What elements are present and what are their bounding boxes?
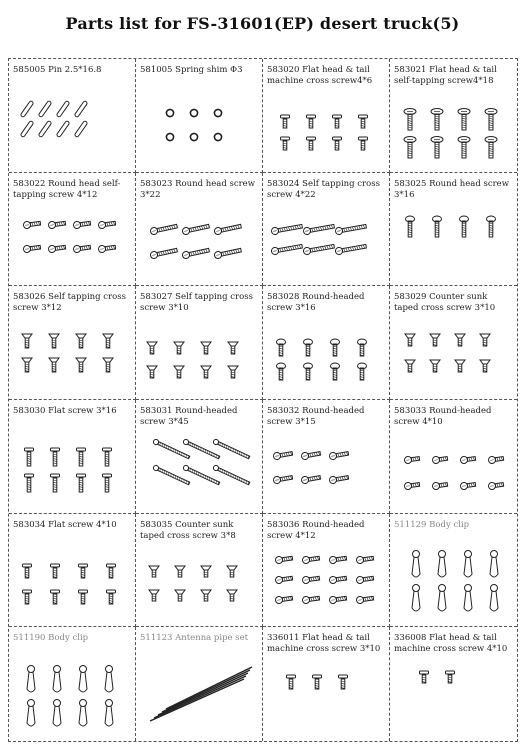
self-tapping-screw-icon <box>136 286 262 399</box>
part-label: 583028 Round-headed screw 3*16 <box>267 292 365 314</box>
spring-shim-icon <box>136 59 262 172</box>
part-cell <box>136 59 263 173</box>
part-cell <box>390 286 517 400</box>
part-cell <box>390 173 517 287</box>
part-label: 583031 Round-headed screw 3*45 <box>140 405 238 427</box>
countersunk-screw-icon <box>390 286 517 399</box>
part-cell <box>263 627 390 741</box>
part-label: 583032 Round-headed screw 3*15 <box>267 405 365 427</box>
part-label: 583025 Round head screw 3*16 <box>394 178 509 200</box>
part-label: 583023 Round head screw 3*22 <box>140 178 255 200</box>
part-label: 583027 Self tapping cross screw 3*10 <box>140 292 253 314</box>
part-label: 585005 Pin 2.5*16.8 <box>13 65 102 75</box>
part-cell <box>9 400 136 514</box>
part-cell <box>390 627 517 741</box>
part-cell <box>9 627 136 741</box>
part-label: 583022 Round head self-tapping screw 4*12 <box>13 178 121 200</box>
part-label: 583029 Counter sunk taped cross screw 3*10 <box>394 292 496 314</box>
part-label: 583034 Flat screw 4*10 <box>13 519 117 530</box>
round-head-screw-icon <box>136 173 262 286</box>
part-cell <box>9 286 136 400</box>
part-cell <box>263 59 390 173</box>
part-label: 336008 Flat head & tail machine cross screw 4*10 <box>394 633 508 655</box>
flat-head-screw-icon <box>390 627 517 741</box>
long-screw-icon <box>136 400 262 513</box>
body-clip-icon <box>390 514 517 627</box>
part-label: 511190 Body clip <box>13 633 89 644</box>
part-label: 583021 Flat head & tail self-tapping screw4*18 <box>394 65 497 86</box>
self-tapping-screw-icon <box>263 173 389 286</box>
flat-screw-icon <box>9 400 135 513</box>
part-label: 583036 Round-headed screw 4*12 <box>267 519 365 541</box>
part-label: 583026 Self tapping cross screw 3*12 <box>13 292 126 314</box>
pin-icon <box>9 59 135 172</box>
part-cell <box>136 627 263 741</box>
part-cell <box>136 286 263 400</box>
body-clip-icon <box>9 627 135 741</box>
part-label: 583033 Round-headed screw 4*10 <box>394 405 492 427</box>
part-cell <box>263 514 390 628</box>
part-label: 581005 Spring shim Φ3 <box>140 65 243 75</box>
round-head-screw-icon <box>263 400 389 513</box>
part-cell <box>136 173 263 287</box>
antenna-pipe-icon <box>136 627 262 741</box>
part-cell <box>390 400 517 514</box>
part-cell <box>390 514 517 628</box>
round-head-screw-icon <box>263 514 389 627</box>
part-cell <box>9 173 136 287</box>
round-head-screw-icon <box>390 173 517 286</box>
part-label: 511129 Body clip <box>394 519 470 530</box>
part-cell <box>263 173 390 287</box>
part-cell <box>263 286 390 400</box>
flat-screw-icon <box>9 514 135 627</box>
flat-head-screw-icon <box>263 59 389 172</box>
part-label: 583035 Counter sunk taped cross screw 3*8 <box>140 519 236 541</box>
part-label: 336011 Flat head & tail machine cross screw 3*10 <box>267 633 381 655</box>
part-label: 583020 Flat head & tail machine cross screw4*6 <box>267 65 373 86</box>
flat-head-screw-icon <box>263 627 389 741</box>
part-cell <box>9 59 136 173</box>
part-cell <box>390 59 517 173</box>
page-title: Parts list for FS-31601(EP) desert truck(5) <box>65 14 460 33</box>
part-label: 583030 Flat screw 3*16 <box>13 405 117 416</box>
part-label: 511123 Antenna pipe set <box>140 633 249 644</box>
part-cell <box>136 514 263 628</box>
countersunk-screw-icon <box>136 514 262 627</box>
part-cell <box>9 514 136 628</box>
part-cell <box>136 400 263 514</box>
round-head-screw-icon <box>390 400 517 513</box>
round-head-screw-icon <box>9 173 135 286</box>
part-label: 583024 Self tapping cross screw 4*22 <box>267 178 380 200</box>
parts-grid <box>8 58 518 742</box>
self-tapping-screw-icon <box>9 286 135 399</box>
round-head-screw-icon <box>263 286 389 399</box>
part-cell <box>263 400 390 514</box>
flat-head-tapping-screw-icon <box>390 59 517 172</box>
